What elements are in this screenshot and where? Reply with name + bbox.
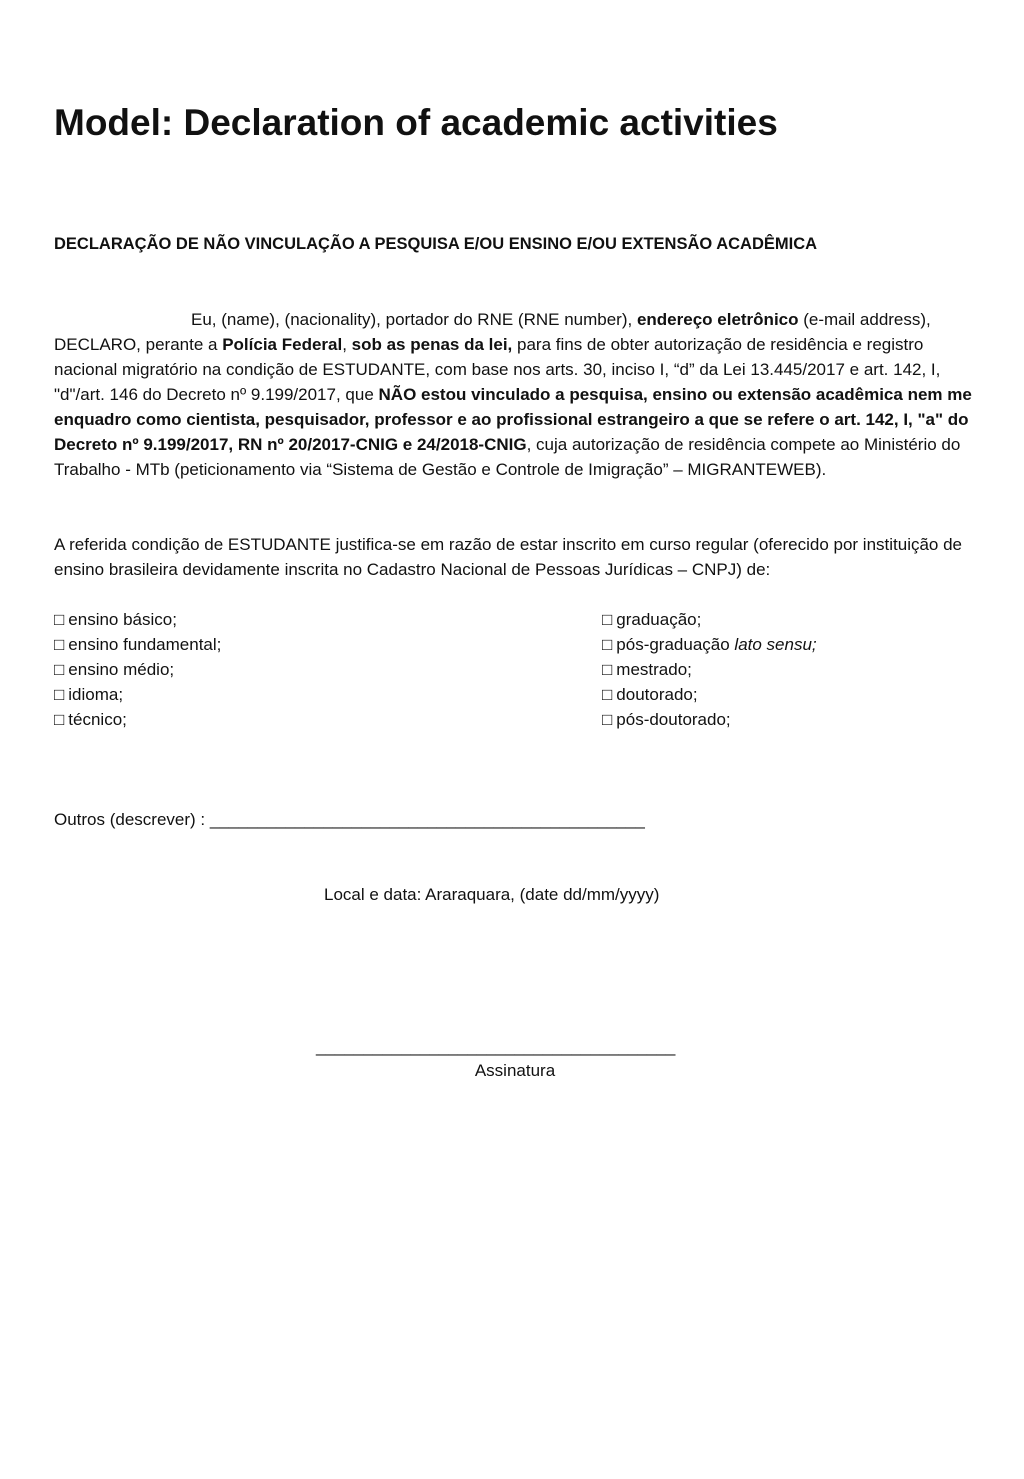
checkbox-option[interactable] [54, 657, 221, 682]
checkbox-icon[interactable]: □ [54, 685, 65, 704]
option-label: pós-graduação [616, 635, 735, 654]
checkbox-icon[interactable]: □ [54, 660, 65, 679]
checkbox-icon[interactable]: □ [602, 610, 613, 629]
checkbox-icon[interactable]: □ [54, 610, 65, 629]
signature-label: Assinatura [474, 1061, 556, 1080]
checkbox-option[interactable] [602, 632, 817, 657]
option-label: ensino médio; [68, 660, 175, 679]
checkbox-option[interactable] [602, 682, 817, 707]
paragraph-text: (e-mail address), DECLARO, perante a [54, 310, 931, 354]
checkbox-option[interactable] [602, 657, 817, 682]
others-blank-line[interactable]: ______________________________________________ [209, 810, 645, 829]
checkbox-option[interactable] [54, 707, 221, 732]
paragraph-bold-text: Polícia Federal [222, 335, 343, 354]
option-label: técnico; [68, 710, 127, 729]
option-label: mestrado; [616, 660, 692, 679]
checkbox-icon[interactable]: □ [602, 660, 613, 679]
declaration-heading: DECLARAÇÃO DE NÃO VINCULAÇÃO A PESQUISA E/OU ENSINO E/OU EXTENSÃO ACADÊMICA [54, 235, 818, 253]
signature-line[interactable]: ______________________________________ [316, 1037, 676, 1056]
checkbox-option[interactable] [602, 607, 817, 632]
student-condition-paragraph: A referida condição de ESTUDANTE justifica-se em razão de estar inscrito em curso regular (oferecido por instituição de ensino brasileira devidamente inscrita no Cadastro Nacional de Pessoas Jurídicas – CNPJ) de: [54, 535, 963, 579]
paragraph-text: para fins de obter autorização de residência e registro nacional migratório na condição de ESTUDANTE, com base nos arts. 30, inciso I, “d” da Lei 13.445/2017 e art. 142, I, "d"/art. 146 do Decreto nº 9.199/2017, que [54, 335, 941, 404]
paragraph-bold-text: sob as penas da lei, [351, 335, 513, 354]
option-label: graduação; [616, 610, 702, 629]
declaration-paragraph [54, 307, 979, 482]
paragraph-text: , cuja autorização de residência compete ao Ministério do Trabalho - MTb (peticionamento via “Sistema de Gestão e Controle de Imigração” – MIGRANTEWEB). [54, 435, 961, 479]
paragraph-text: Eu, (name), (nacionality), portador do RNE (RNE number), [191, 310, 637, 329]
option-label: ensino básico; [68, 610, 177, 629]
option-label: doutorado; [616, 685, 698, 704]
checkbox-icon[interactable]: □ [54, 635, 65, 654]
education-options-left [54, 607, 221, 732]
option-label: pós-doutorado; [616, 710, 731, 729]
checkbox-icon[interactable]: □ [54, 710, 65, 729]
checkbox-option[interactable] [602, 707, 817, 732]
checkbox-option[interactable] [54, 682, 221, 707]
checkbox-icon[interactable]: □ [602, 635, 613, 654]
checkbox-option[interactable] [54, 607, 221, 632]
checkbox-option[interactable] [54, 632, 221, 657]
option-label-italic: lato sensu; [734, 635, 817, 654]
document-title: Model: Declaration of academic activities [54, 102, 778, 143]
others-field [54, 807, 645, 832]
paragraph-text: , [342, 335, 352, 354]
place-date: Local e data: Araraquara, (date dd/mm/yyyy) [324, 885, 660, 904]
checkbox-icon[interactable]: □ [602, 710, 613, 729]
option-label: idioma; [68, 685, 124, 704]
option-label: ensino fundamental; [68, 635, 222, 654]
education-options-right [602, 607, 817, 732]
checkbox-icon[interactable]: □ [602, 685, 613, 704]
paragraph-bold-text: NÃO estou vinculado a pesquisa, ensino ou extensão acadêmica nem me enquadro como cientista, pesquisador, professor e ao profissional estrangeiro a que se refere o art. 142, I, "a" do Decreto nº 9.199/2017, RN nº 20/2017-CNIG e 24/2018-CNIG [54, 385, 972, 454]
others-label: Outros (descrever) : [54, 810, 210, 829]
paragraph-bold-text: endereço eletrônico [636, 310, 799, 329]
